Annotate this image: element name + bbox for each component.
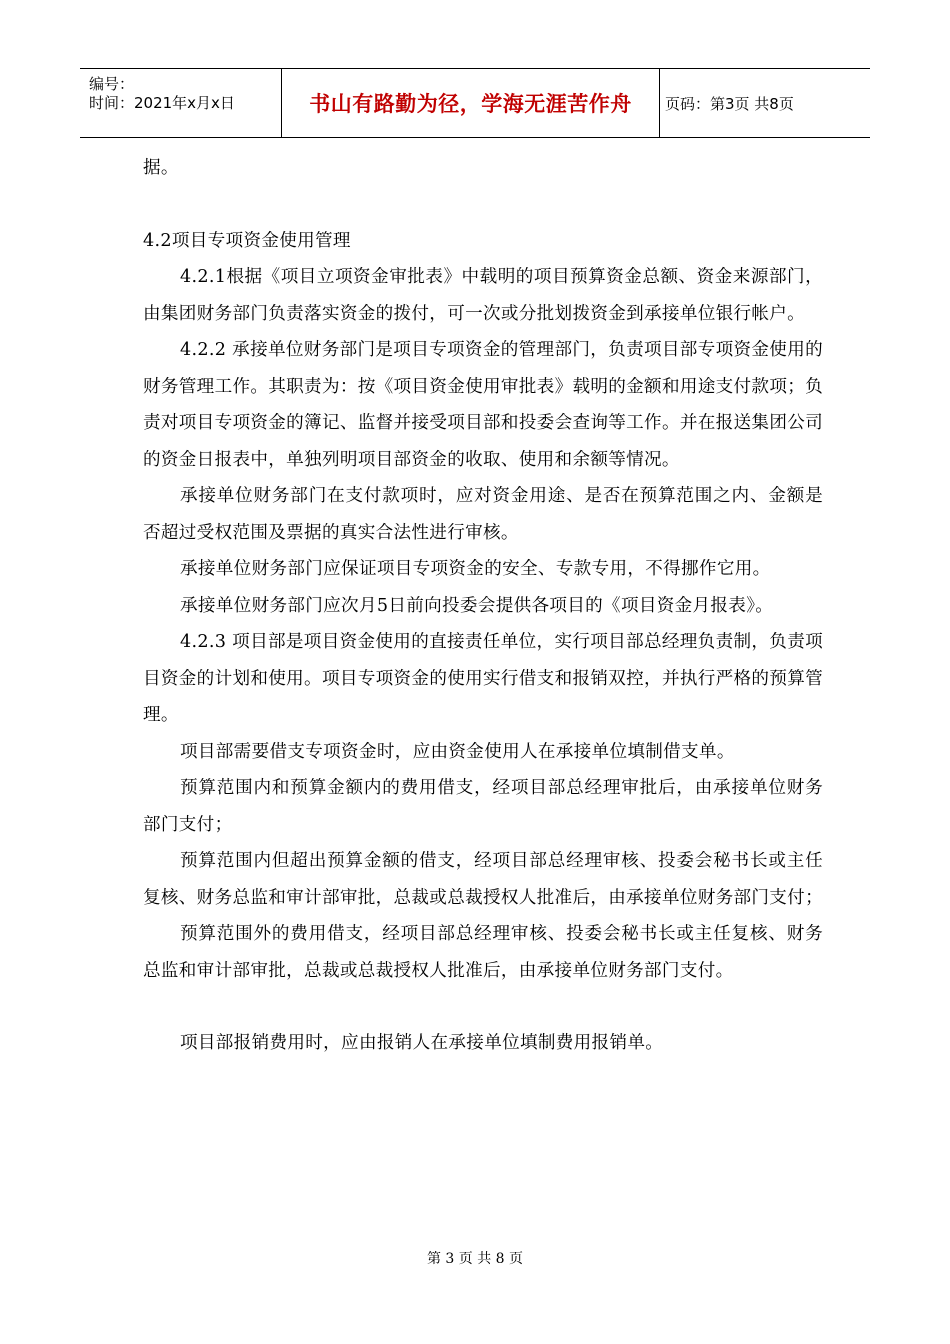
header-meta	[80, 69, 280, 137]
document-body	[143, 150, 823, 1062]
document-date-label: 时间：2021年x月x日	[89, 94, 235, 112]
paragraph: 预算范围内和预算金额内的费用借支，经项目部总经理审批后，由承接单位财务部门支付；	[143, 778, 823, 835]
section-heading: 4.2项目专项资金使用管理	[143, 230, 351, 251]
paragraph: 项目部报销费用时，应由报销人在承接单位填制费用报销单。	[180, 1033, 664, 1053]
paragraph-spacer	[143, 989, 823, 1025]
paragraph: 预算范围内但超出预算金额的借支，经项目部总经理审核、投委会秘书长或主任复核、财务总监和审计部审批，总裁或总裁授权人批准后，由承接单位财务部门支付；	[143, 851, 823, 908]
paragraph: 承接单位财务部门应保证项目专项资金的安全、专款专用，不得挪作它用。	[180, 559, 771, 579]
paragraph: 4.2.1根据《项目立项资金审批表》中载明的项目预算资金总额、资金来源部门，由集团财务部门负责落实资金的拨付，可一次或分批划拨资金到承接单位银行帐户。	[143, 267, 823, 324]
paragraph: 承接单位财务部门在支付款项时，应对资金用途、是否在预算范围之内、金额是否超过受权范围及票据的真实合法性进行审核。	[143, 486, 823, 543]
paragraph: 据。	[143, 158, 179, 178]
paragraph: 项目部需要借支专项资金时，应由资金使用人在承接单位填制借支单。	[180, 741, 735, 762]
page-header	[80, 68, 870, 138]
motto: 书山有路勤为径，学海无涯苦作舟	[309, 92, 632, 116]
header-motto-cell	[281, 69, 660, 137]
header-page-number: 页码：第3页 共8页	[665, 94, 794, 113]
paragraph: 承接单位财务部门应次月5日前向投委会提供各项目的《项目资金月报表》。	[180, 595, 774, 616]
paragraph-spacer	[143, 187, 823, 223]
header-page-cell	[659, 69, 870, 137]
document-number-label: 编号：	[89, 75, 135, 93]
paragraph: 4.2.2 承接单位财务部门是项目专项资金的管理部门，负责项目部专项资金使用的财务管理工作。其职责为：按《项目资金使用审批表》载明的金额和用途支付款项；负责对项目专项资金的簿记、监督并接受项目部和投委会查询等工作。并在报送集团公司的资金日报表中，单独列明项目部资金的收取、使用和余额等情况。	[143, 340, 823, 470]
paragraph: 预算范围外的费用借支，经项目部总经理审核、投委会秘书长或主任复核、财务总监和审计部审批，总裁或总裁授权人批准后，由承接单位财务部门支付。	[143, 924, 823, 981]
paragraph: 4.2.3 项目部是项目资金使用的直接责任单位，实行项目部总经理负责制，负责项目资金的计划和使用。项目专项资金的使用实行借支和报销双控，并执行严格的预算管理。	[143, 632, 823, 725]
page-footer: 第 3 页 共 8 页	[426, 1251, 524, 1267]
